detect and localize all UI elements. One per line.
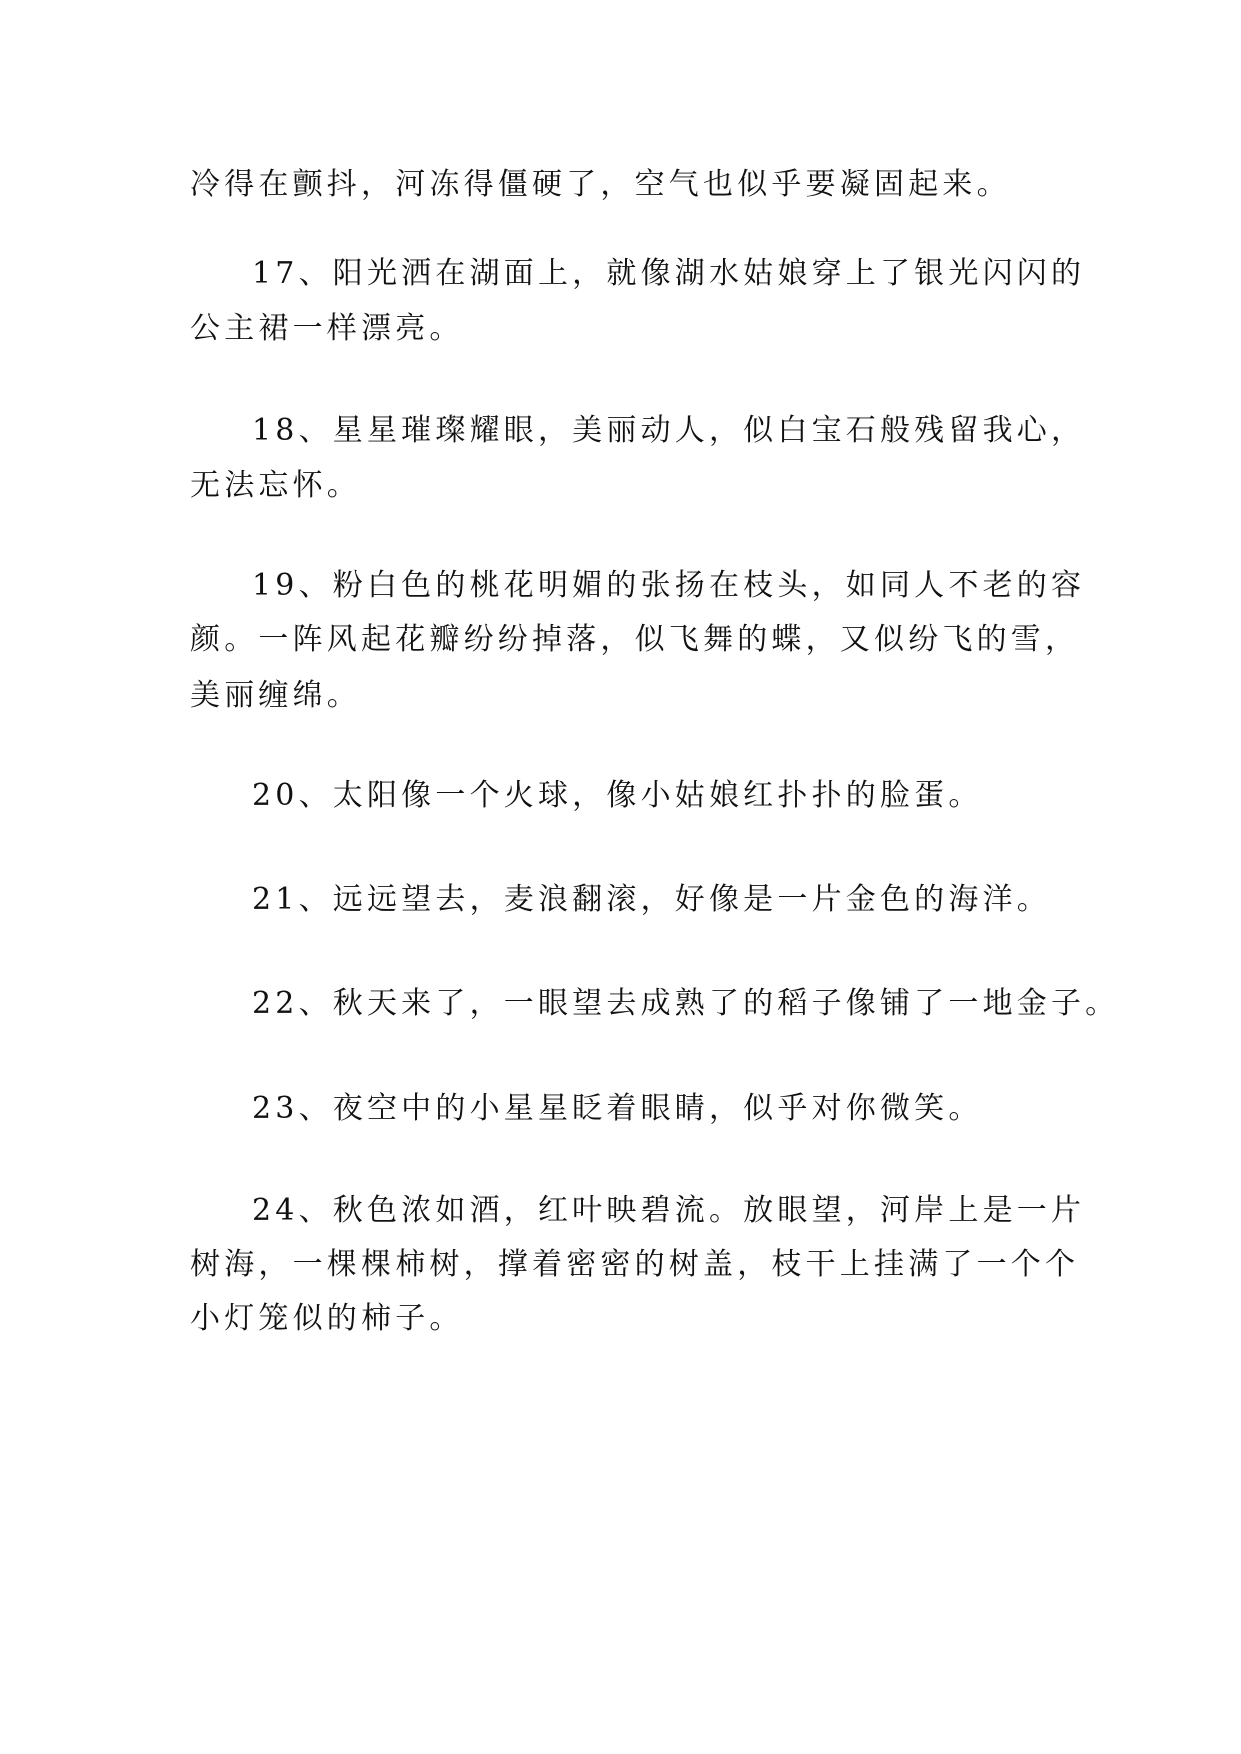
paragraph-22: 22、秋天来了，一眼望去成熟了的稻子像铺了一地金子。 xyxy=(252,986,1120,1021)
paragraph-24-line-3: 小灯笼似的柿子。 xyxy=(190,1301,464,1336)
paragraph-21: 21、远远望去，麦浪翻滚，好像是一片金色的海洋。 xyxy=(252,882,1051,917)
paragraph-19-line-1: 19、粉白色的桃花明媚的张扬在枝头，如同人不老的容 xyxy=(252,568,1086,603)
paragraph-20: 20、太阳像一个火球，像小姑娘红扑扑的脸蛋。 xyxy=(252,778,983,813)
paragraph-17-line-1: 17、阳光洒在湖面上，就像湖水姑娘穿上了银光闪闪的 xyxy=(252,256,1086,291)
paragraph-17-line-2: 公主裙一样漂亮。 xyxy=(190,311,464,346)
paragraph-24-line-2: 树海，一棵棵柿树，撑着密密的树盖，枝干上挂满了一个个 xyxy=(190,1247,1080,1282)
paragraph-19-line-3: 美丽缠绵。 xyxy=(190,678,361,713)
paragraph-19-line-2: 颜。一阵风起花瓣纷纷掉落，似飞舞的蝶，又似纷飞的雪， xyxy=(190,622,1080,657)
paragraph-24-line-1: 24、秋色浓如酒，红叶映碧流。放眼望，河岸上是一片 xyxy=(252,1193,1086,1228)
paragraph-18-line-2: 无法忘怀。 xyxy=(190,468,361,503)
paragraph-18-line-1: 18、星星璀璨耀眼，美丽动人，似白宝石般残留我心， xyxy=(252,413,1086,448)
text-line: 冷得在颤抖，河冻得僵硬了，空气也似乎要凝固起来。 xyxy=(190,167,1011,202)
paragraph-23: 23、夜空中的小星星眨着眼睛，似乎对你微笑。 xyxy=(252,1091,983,1126)
